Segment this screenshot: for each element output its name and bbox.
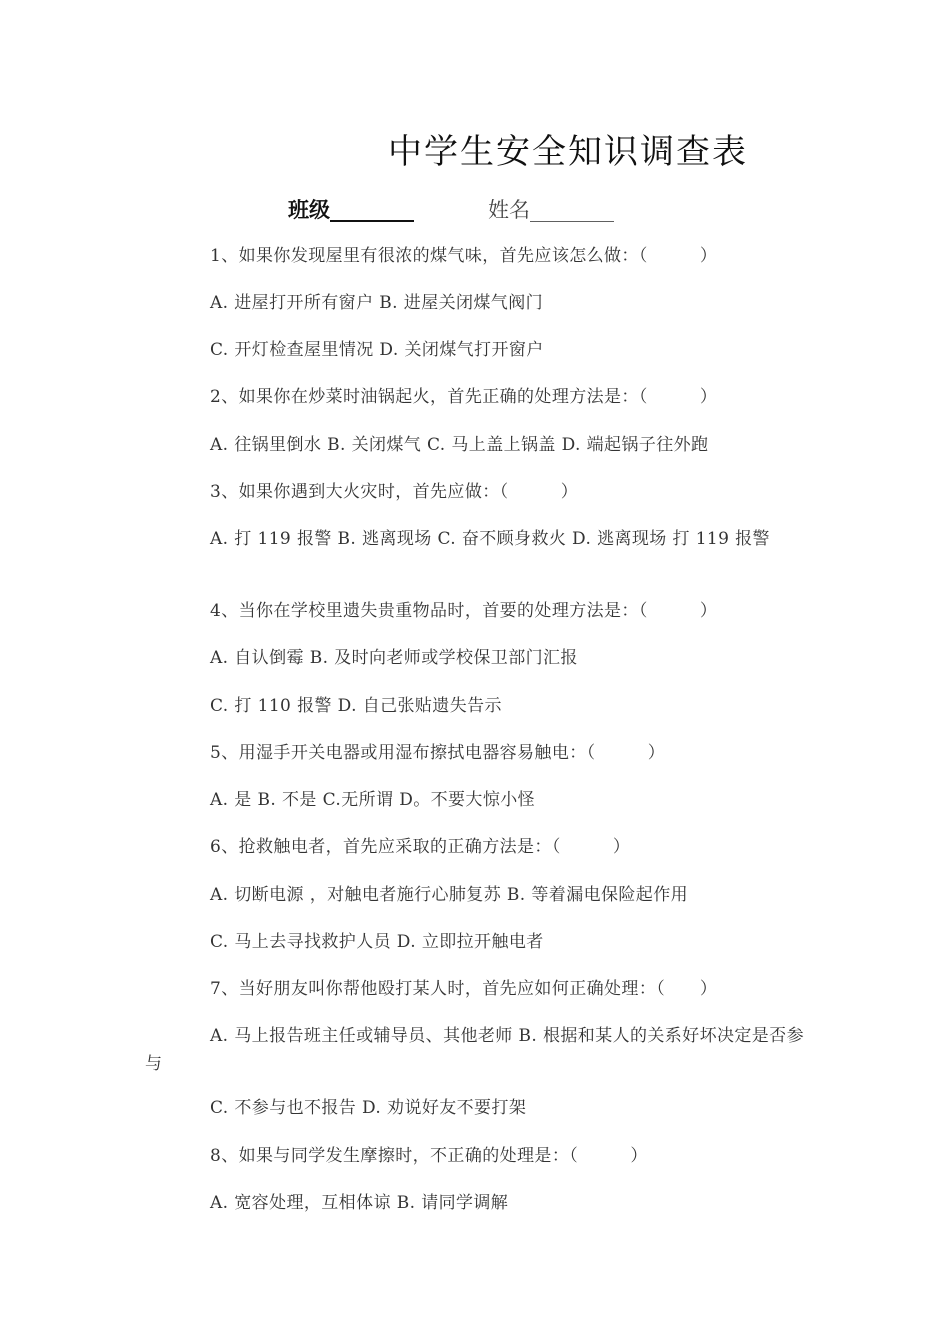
question-4: 4、当你在学校里遗失贵重物品时，首要的处理方法是：（ ） bbox=[210, 601, 718, 621]
question-7-options-ab: A. 马上报告班主任或辅导员、其他老师 B. 根据和某人的关系好坏决定是否参与 bbox=[145, 1026, 804, 1074]
question-8-options-ab: A. 宽容处理，互相体谅 B. 请同学调解 bbox=[210, 1193, 509, 1213]
question-2: 2、如果你在炒菜时油锅起火，首先正确的处理方法是：（ ） bbox=[210, 387, 718, 407]
question-2-options: A. 往锅里倒水 B. 关闭煤气 C. 马上盖上锅盖 D. 端起锅子往外跑 bbox=[210, 435, 709, 455]
question-6-options-ab: A. 切断电源 ，对触电者施行心肺复苏 B. 等着漏电保险起作用 bbox=[210, 885, 688, 905]
question-6-options-cd: C. 马上去寻找救护人员 D. 立即拉开触电者 bbox=[210, 932, 544, 952]
question-1: 1、如果你发现屋里有很浓的煤气味，首先应该怎么做：（ ） bbox=[210, 246, 718, 266]
document-title: 中学生安全知识调查表 bbox=[388, 132, 748, 172]
question-3: 3、如果你遇到大火灾时，首先应做：（ ） bbox=[210, 482, 579, 502]
name-field-label: 姓名________ bbox=[488, 198, 614, 222]
question-4-options-ab: A. 自认倒霉 B. 及时向老师或学校保卫部门汇报 bbox=[210, 648, 578, 668]
question-5: 5、用湿手开关电器或用湿布擦拭电器容易触电：（ ） bbox=[210, 743, 666, 763]
question-7-options-cd: C. 不参与也不报告 D. 劝说好友不要打架 bbox=[210, 1098, 527, 1118]
class-field-label: 班级________ bbox=[288, 197, 414, 222]
question-1-options-cd: C. 开灯检查屋里情况 D. 关闭煤气打开窗户 bbox=[210, 340, 544, 360]
question-7: 7、当好朋友叫你帮他殴打某人时，首先应如何正确处理：（ ） bbox=[210, 979, 718, 999]
question-4-options-cd: C. 打 110 报警 D. 自己张贴遗失告示 bbox=[210, 696, 502, 716]
question-5-options: A. 是 B. 不是 C.无所谓 D。不要大惊小怪 bbox=[210, 790, 536, 810]
question-1-options-ab: A. 进屋打开所有窗户 B. 进屋关闭煤气阀门 bbox=[210, 293, 543, 313]
question-8: 8、如果与同学发生摩擦时，不正确的处理是：（ ） bbox=[210, 1146, 648, 1166]
question-3-options: A. 打 119 报警 B. 逃离现场 C. 奋不顾身救火 D. 逃离现场 打 119 报警 bbox=[210, 529, 770, 549]
question-6: 6、抢救触电者，首先应采取的正确方法是：（ ） bbox=[210, 837, 631, 857]
